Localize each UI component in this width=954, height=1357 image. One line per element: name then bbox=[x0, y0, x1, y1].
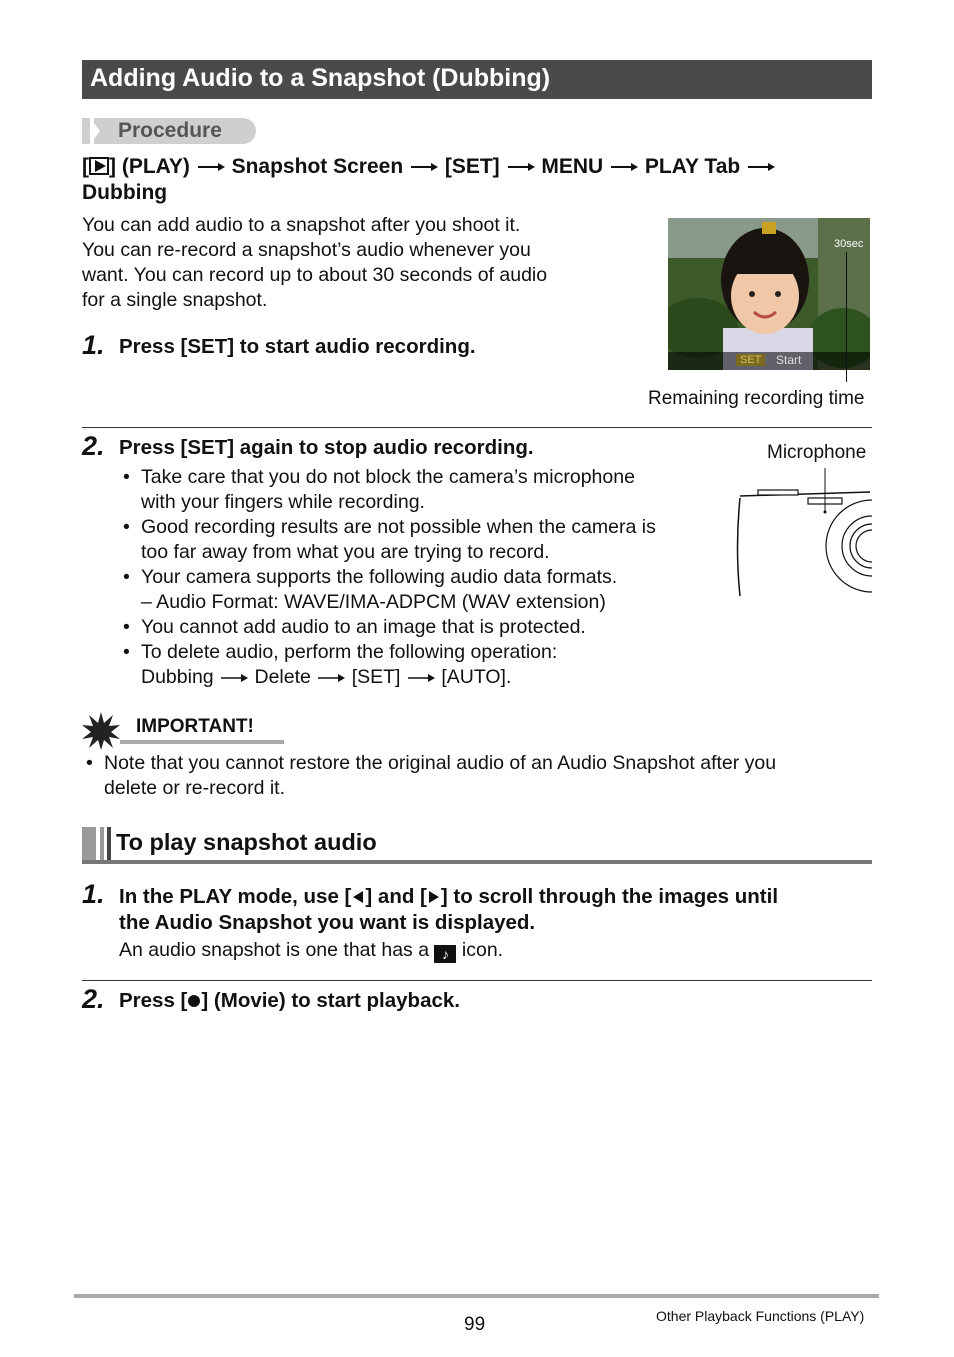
divider bbox=[82, 980, 872, 981]
list-item: • Note that you cannot restore the original audio of an Audio Snapshot after you delete or re-record it. bbox=[86, 752, 777, 799]
step-number: 1. bbox=[82, 879, 105, 909]
step-number: 2. bbox=[82, 431, 105, 461]
procedure-path: [ ] (PLAY) Snapshot Screen [SET] MENU PLAY Tab bbox=[82, 155, 776, 179]
audio-snapshot-icon: ♪ bbox=[434, 945, 456, 963]
list-item: • To delete audio, perform the following operation: Dubbing Delete [SET] [AUTO]. bbox=[119, 640, 709, 690]
arrow-icon bbox=[406, 671, 436, 685]
procedure-tab bbox=[82, 118, 256, 144]
step2-bullet-list bbox=[119, 465, 709, 690]
arrow-icon bbox=[409, 160, 439, 174]
play-icon bbox=[89, 157, 109, 175]
step-text: Press [ ] (Movie) to start playback. bbox=[119, 989, 460, 1012]
subsection-title: To play snapshot audio bbox=[116, 829, 377, 855]
list-item: • Good recording results are not possible when the camera is too far away from what you are trying to record. bbox=[123, 516, 656, 563]
footer-rule bbox=[74, 1294, 879, 1298]
remaining-time-caption: Remaining recording time bbox=[648, 388, 865, 409]
arrow-icon bbox=[219, 671, 249, 685]
step-text: Press [SET] to start audio recording. bbox=[119, 335, 476, 358]
procedure-path-end: Dubbing bbox=[82, 181, 168, 204]
page-title: Adding Audio to a Snapshot (Dubbing) bbox=[90, 64, 551, 92]
arrow-icon bbox=[746, 160, 776, 174]
audio-snapshot-icon bbox=[762, 222, 776, 234]
subsection-rule bbox=[82, 860, 872, 864]
list-item: • Take care that you do not block the camera’s microphone with your fingers while recording. bbox=[123, 466, 635, 513]
movie-button-icon bbox=[187, 994, 201, 1008]
step-text: In the PLAY mode, use [ ] and [ ] to scroll through the images until the Audio Snapshot you want is displayed. bbox=[119, 885, 779, 934]
list-item: • You cannot add audio to an image that is protected. bbox=[123, 616, 586, 638]
right-arrow-icon bbox=[427, 890, 441, 904]
arrow-icon bbox=[316, 671, 346, 685]
step-number: 1. bbox=[82, 330, 105, 360]
set-indicator: SET bbox=[736, 354, 765, 366]
important-burst-icon bbox=[82, 712, 120, 750]
arrow-icon bbox=[506, 160, 536, 174]
footer-section-label: Other Playback Functions (PLAY) bbox=[656, 1308, 865, 1324]
important-label: IMPORTANT! bbox=[136, 716, 254, 737]
important-list bbox=[82, 751, 872, 801]
callout-line bbox=[846, 252, 847, 382]
important-underline bbox=[120, 740, 284, 744]
arrow-icon bbox=[609, 160, 639, 174]
camera-microphone-illustration bbox=[730, 468, 872, 598]
delete-path: Dubbing Delete [SET] [AUTO]. bbox=[141, 666, 512, 688]
list-item: • Your camera supports the following audio data formats. – Audio Format: WAVE/IMA-ADPCM (WAV extension) bbox=[123, 566, 618, 613]
remaining-time: 30sec bbox=[834, 238, 864, 250]
step-text: Press [SET] again to stop audio recording. bbox=[119, 436, 534, 459]
intro-paragraph: You can add audio to a snapshot after you shoot it. You can re-record a snapshot’s audio whenever you want. You can record up to about 30 seconds of audio for a single snapshot. bbox=[82, 214, 548, 311]
step-note: An audio snapshot is one that has a ♪ icon. bbox=[119, 939, 504, 962]
microphone-caption: Microphone bbox=[767, 442, 867, 463]
snapshot-photo bbox=[668, 218, 870, 370]
procedure-label: Procedure bbox=[118, 119, 222, 142]
arrow-icon bbox=[196, 160, 226, 174]
start-indicator: Start bbox=[776, 353, 802, 367]
left-arrow-icon bbox=[351, 890, 365, 904]
step-number: 2. bbox=[82, 984, 105, 1014]
section-title-bar bbox=[82, 60, 872, 99]
page-number: 99 bbox=[464, 1314, 486, 1335]
divider bbox=[82, 427, 872, 428]
